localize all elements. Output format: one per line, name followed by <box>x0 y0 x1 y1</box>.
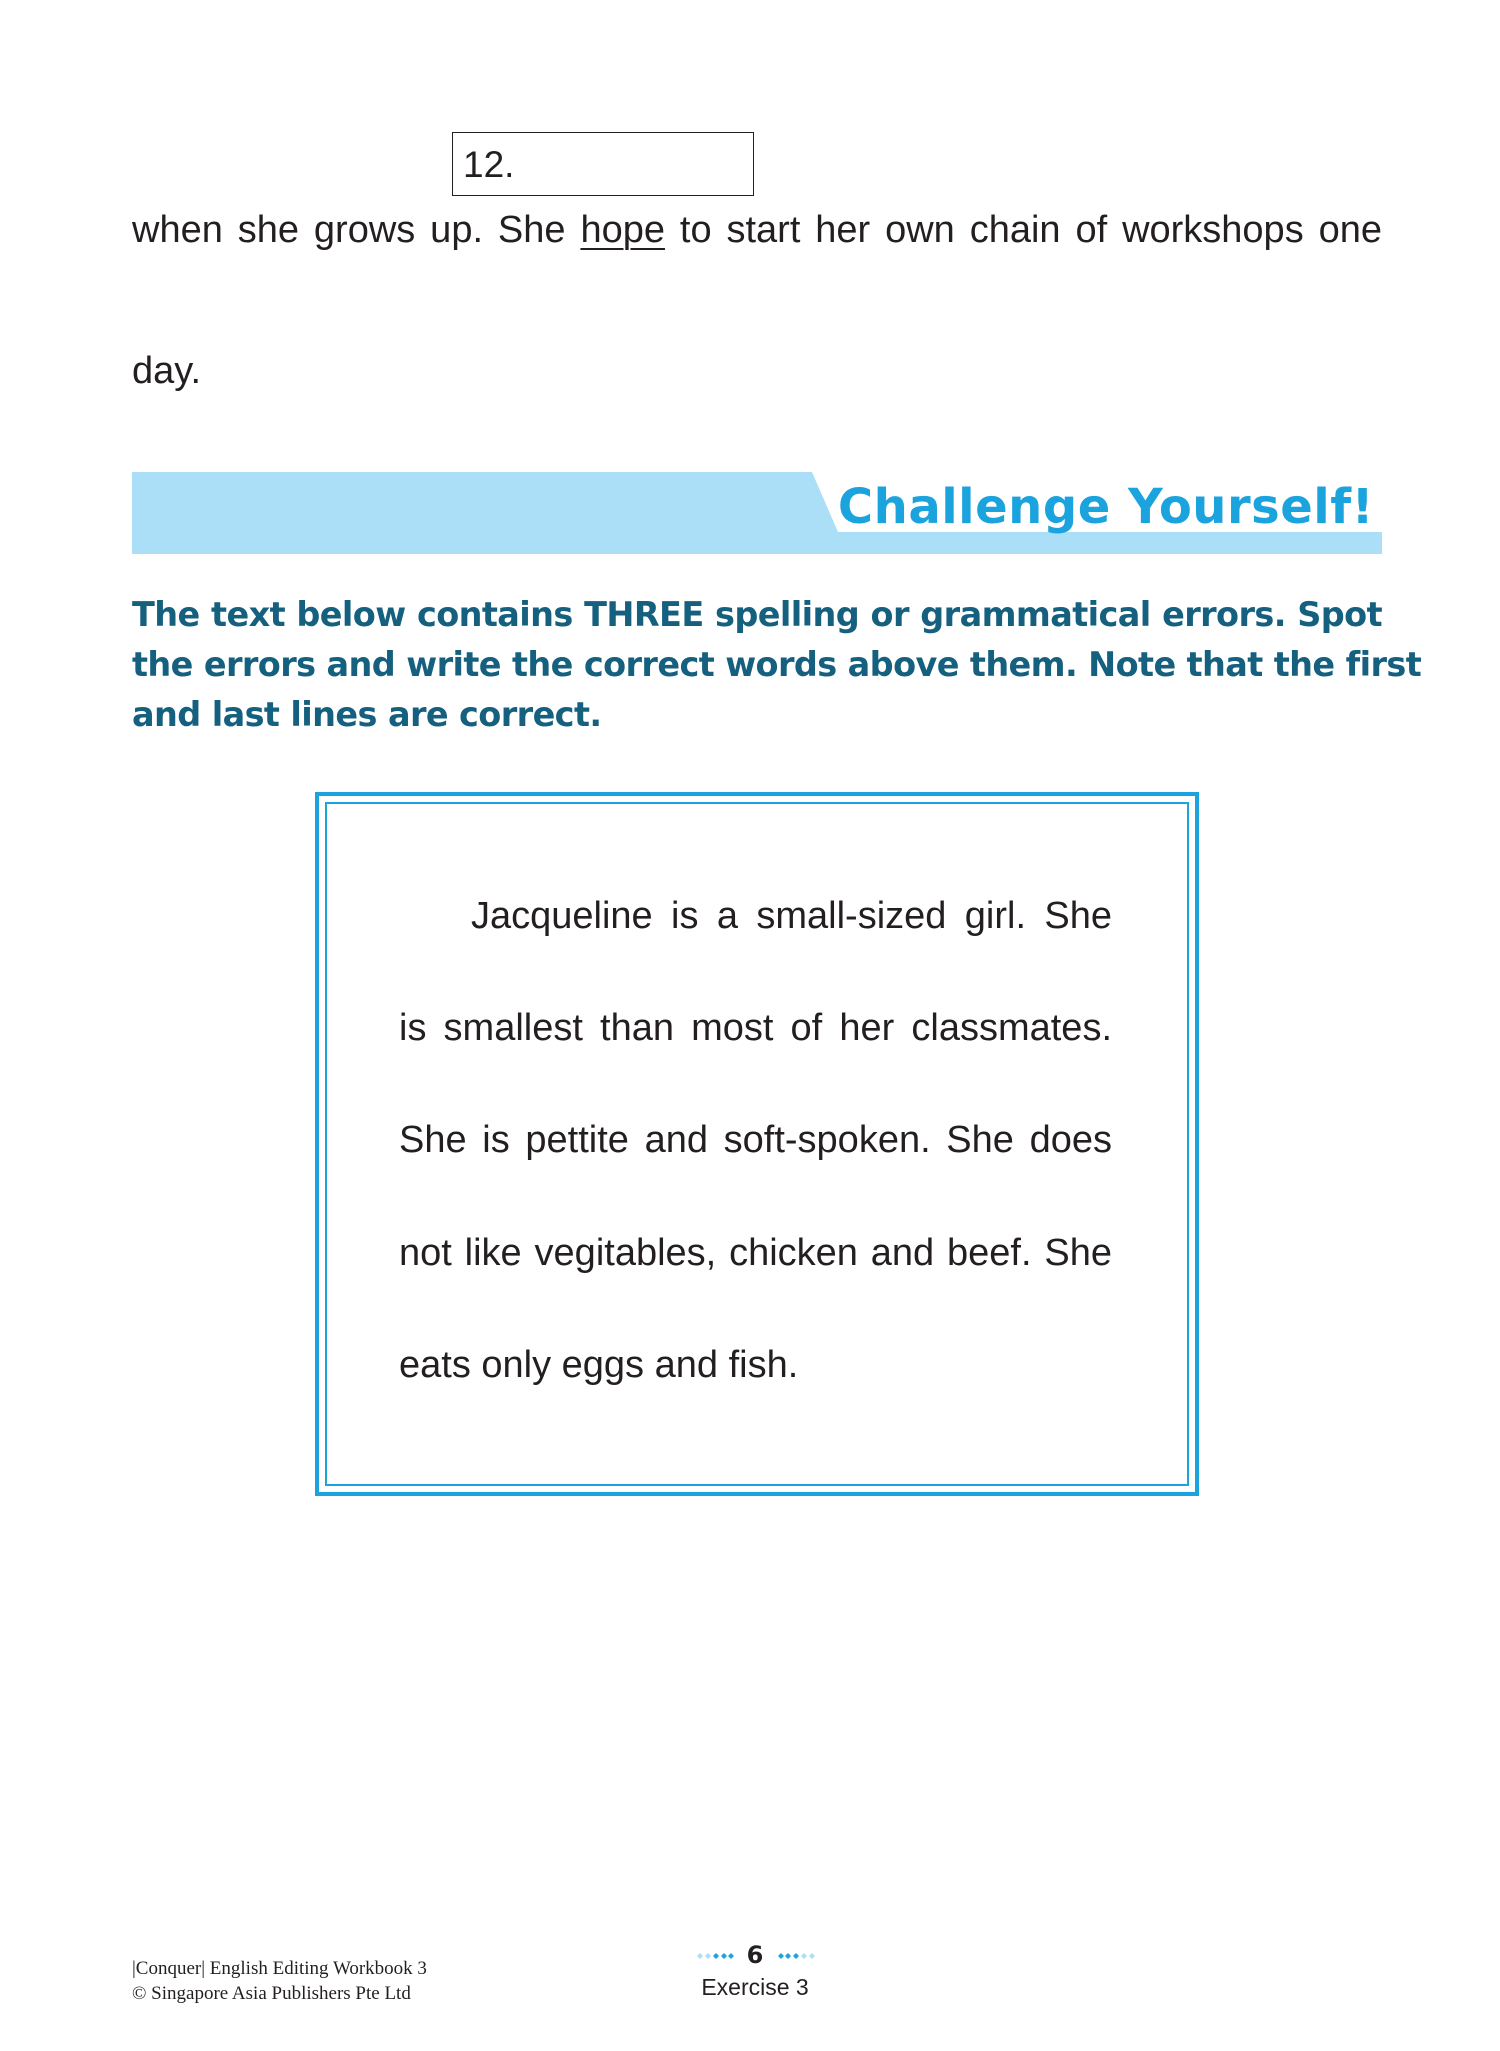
exercise-line-4: not like vegitables, chicken and beef. She <box>399 1232 1112 1274</box>
footer-book-info <box>132 1956 427 2006</box>
banner-title: Challenge Yourself! <box>837 479 1374 535</box>
passage-line-2: day. <box>132 350 202 392</box>
answer-box-label: 12. <box>463 144 515 185</box>
diamond-ornament-right-icon <box>777 1949 819 1963</box>
instruction-text <box>132 590 1422 740</box>
footer-exercise-label: Exercise 3 <box>701 1974 809 2000</box>
exercise-line-5: eats only eggs and fish. <box>399 1344 799 1386</box>
answer-box-12[interactable] <box>452 132 754 196</box>
passage-line-1-before: when she grows up. She <box>132 209 581 251</box>
footer-book-title: |Conquer| English Editing Workbook 3 <box>132 1958 427 1979</box>
exercise-line-2: is smallest than most of her classmates. <box>399 1007 1112 1049</box>
instruction-line-1: The text below contains THREE spelling or grammatical errors. Spot <box>132 595 1382 634</box>
passage-line-1 <box>132 208 1382 252</box>
underlined-word: hope <box>580 209 665 251</box>
instruction-line-2: the errors and write the correct words above them. Note that the first <box>132 645 1422 684</box>
page-number: 6 <box>746 1941 764 1969</box>
exercise-line-3: She is pettite and soft-spoken. She does <box>399 1119 1112 1161</box>
challenge-banner <box>132 472 1382 554</box>
instruction-line-3: and last lines are correct. <box>132 695 602 734</box>
passage-line-1-after: to start her own chain of workshops one <box>664 209 1382 251</box>
exercise-line-1: Jacqueline is a small-sized girl. She <box>471 895 1112 937</box>
footer-copyright: © Singapore Asia Publishers Pte Ltd <box>132 1983 411 2004</box>
